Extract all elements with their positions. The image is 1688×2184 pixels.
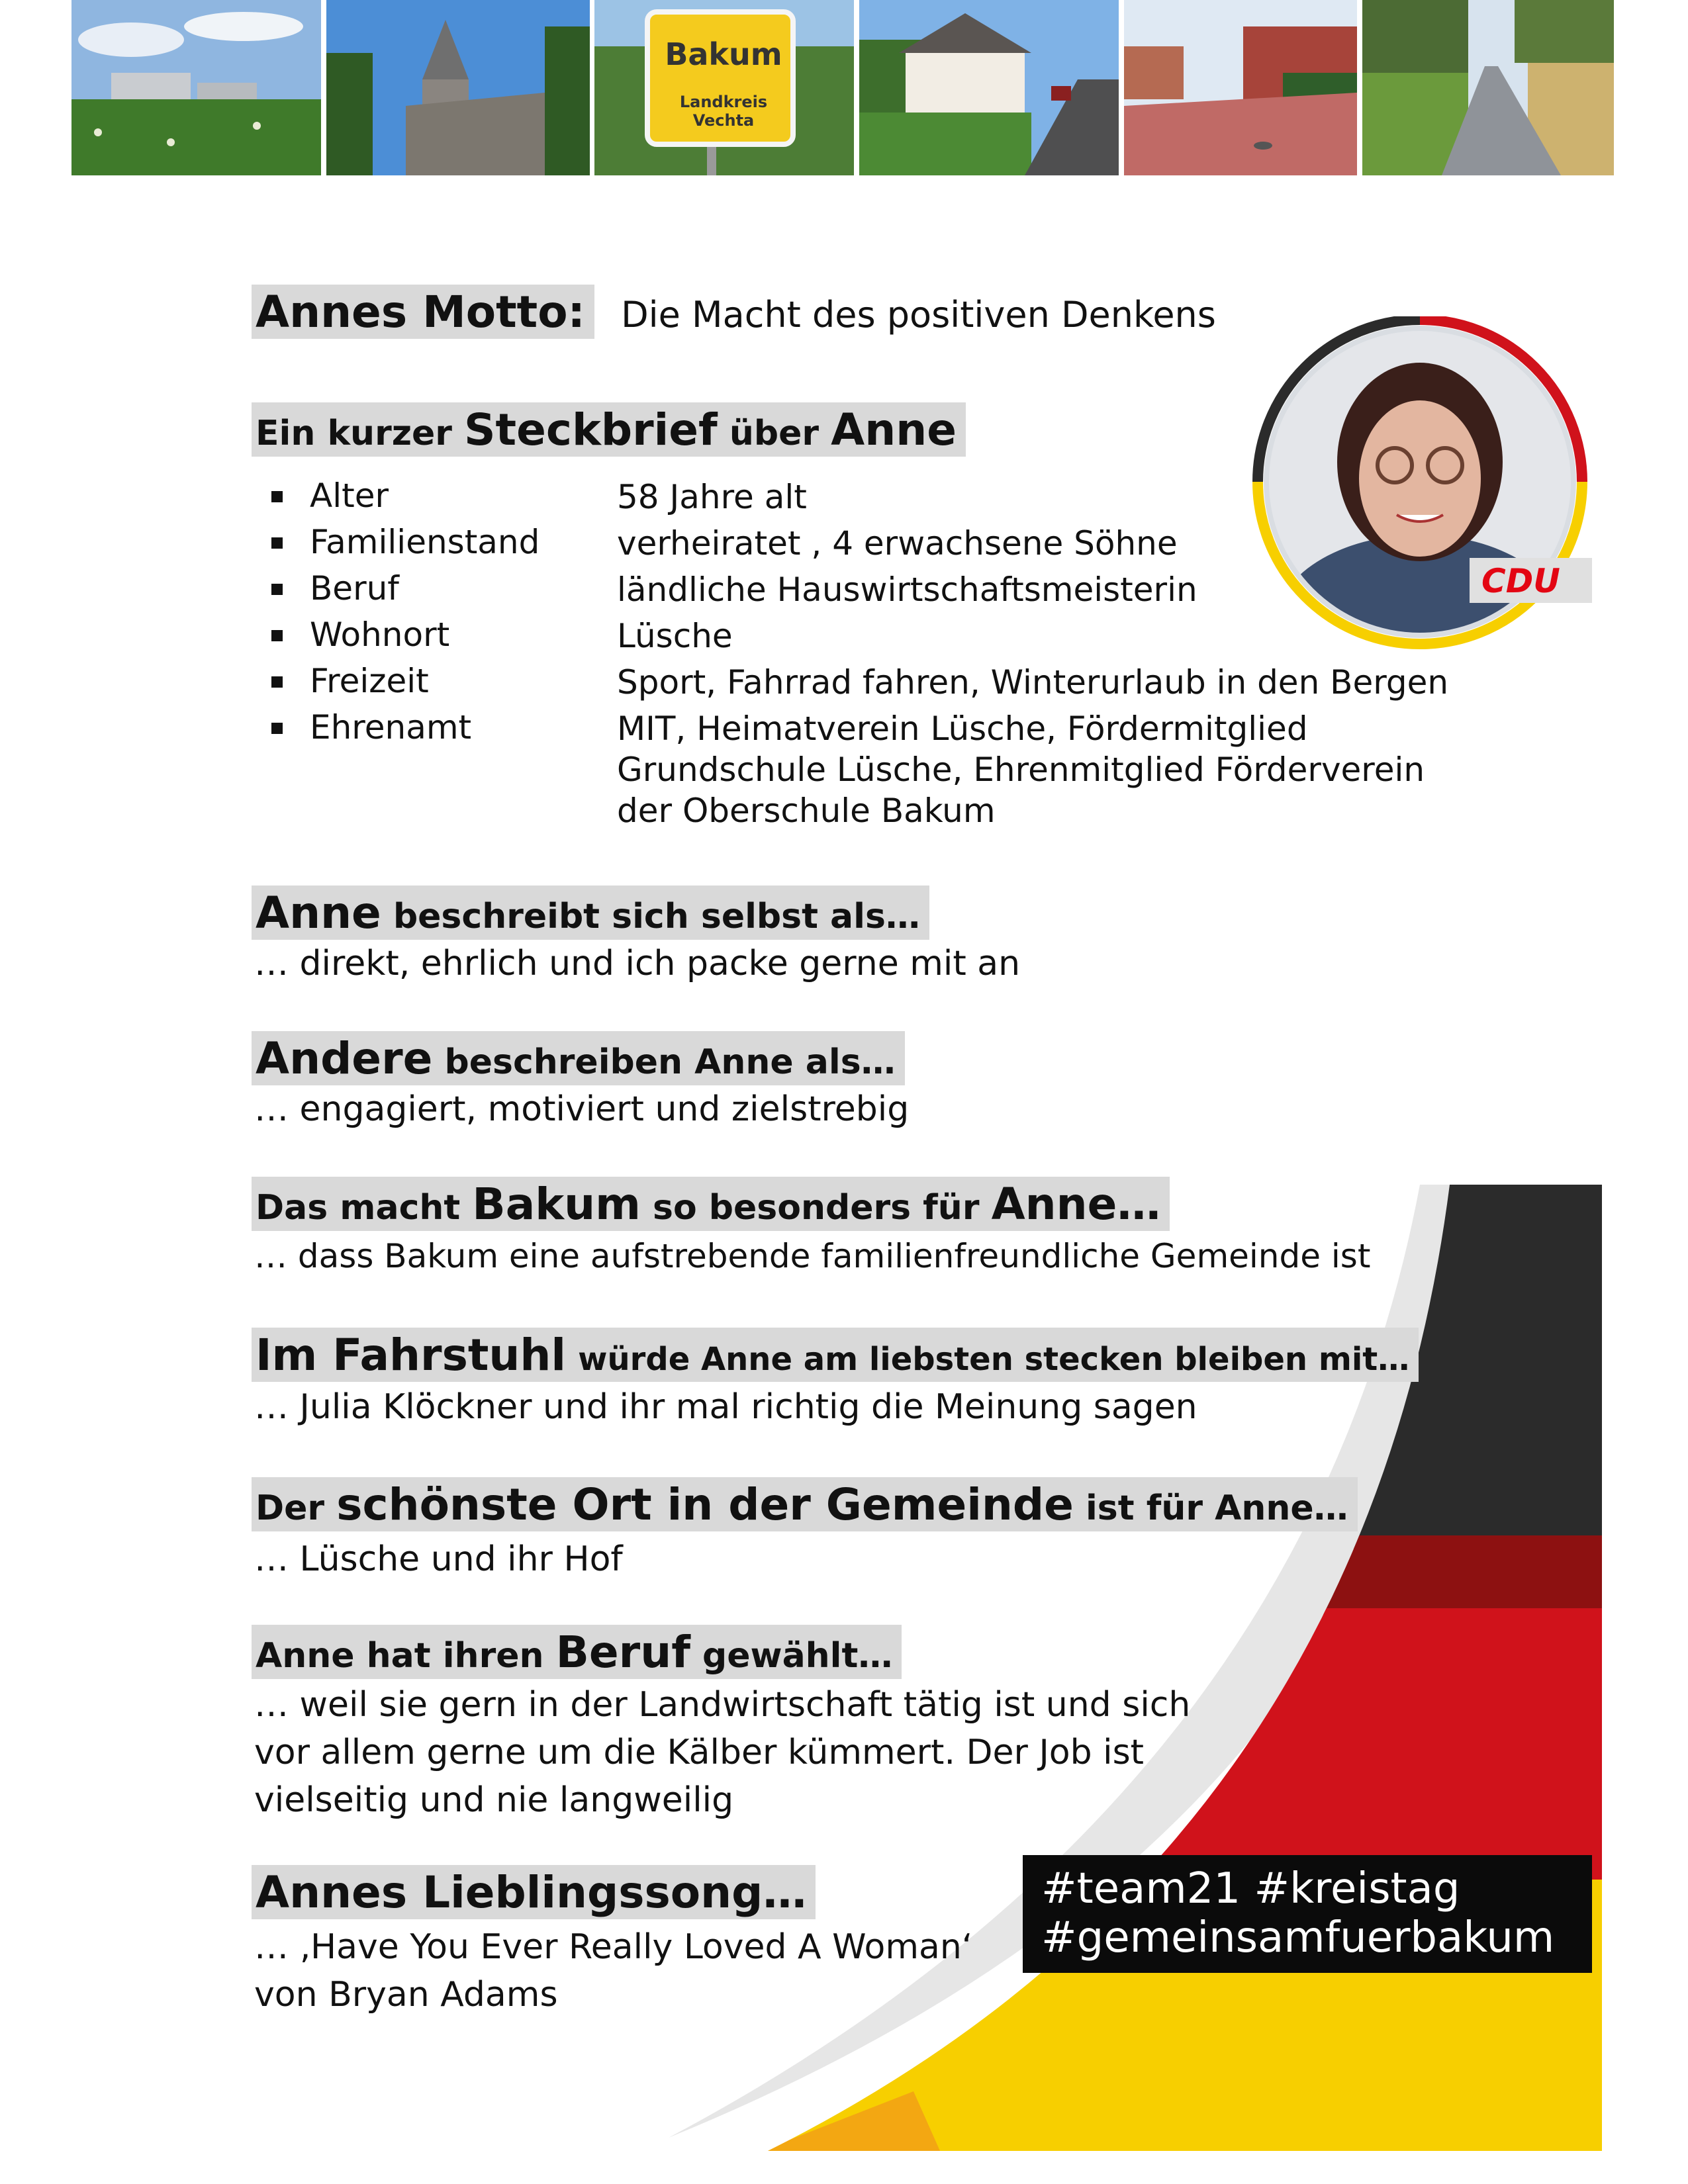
q5-heading: Der schönste Ort in der Gemeinde ist für Anne…: [252, 1477, 1358, 1531]
q7-answer: … ‚Have You Ever Really Loved A Woman‘ von Bryan Adams: [254, 1927, 973, 2015]
bullet-icon: [271, 584, 283, 595]
fact-value: MIT, Heimatverein Lüsche, Fördermitglied Grundschule Lüsche, Ehrenmitglied Förderverein der Oberschule Bakum: [617, 709, 1425, 830]
village-street-photo-icon: [1124, 0, 1357, 175]
fact-value: ländliche Hauswirtschaftsmeisterin: [617, 570, 1197, 609]
motto-label-motto: Motto:: [422, 287, 585, 338]
town-sign-subtitle: Landkreis Vechta: [679, 93, 768, 130]
q6-answer: … weil sie gern in der Landwirtschaft tätig ist und sich vor allem gerne um die Kälber kümmert. Der Job ist vielseitig und nie langweilig: [254, 1685, 1191, 1820]
town-sign-title: Bakum: [665, 36, 782, 72]
cdu-logo: [1470, 558, 1592, 603]
q2-answer: … engagiert, motiviert und zielstrebig: [254, 1089, 910, 1129]
hashtag-line-1: #team21 #kreistag: [1041, 1864, 1460, 1913]
country-road-photo-icon: [1362, 0, 1614, 175]
q6-heading: Anne hat ihren Beruf gewählt…: [252, 1625, 902, 1679]
q3-answer: … dass Bakum eine aufstrebende familienfreundliche Gemeinde ist: [254, 1237, 1371, 1275]
bullet-icon: [271, 537, 283, 549]
bullet-icon: [271, 676, 283, 688]
bullet-icon: [271, 630, 283, 641]
q7-heading: Annes Lieblingssong…: [252, 1865, 816, 1919]
fact-label: Familienstand: [310, 523, 540, 561]
town-sign-photo-icon: [594, 0, 854, 175]
fact-label: Ehrenamt: [310, 708, 472, 747]
fact-label: Wohnort: [310, 615, 450, 654]
fact-label: Freizeit: [310, 662, 429, 700]
cdu-logo-text: CDU: [1481, 562, 1560, 600]
hashtag-box: [1023, 1855, 1592, 1973]
portrait-avatar: [1248, 316, 1592, 660]
fact-value: Lüsche: [617, 617, 733, 655]
q1-heading: Anne beschreibt sich selbst als…: [252, 886, 929, 940]
motto-heading: [252, 285, 1216, 339]
fact-label: Alter: [310, 477, 389, 515]
q4-answer: … Julia Klöckner und ihr mal richtig die Meinung sagen: [254, 1387, 1197, 1427]
fact-value: Sport, Fahrrad fahren, Winterurlaub in den Bergen: [617, 663, 1449, 702]
swoosh-orange-tip: [761, 2091, 940, 2151]
q2-heading: Andere beschreiben Anne als…: [252, 1031, 905, 1085]
q3-heading: Das macht Bakum so besonders für Anne…: [252, 1177, 1170, 1231]
profile-heading: Ein kurzer Steckbrief über Anne: [252, 402, 966, 457]
church-photo-icon: [326, 0, 590, 175]
bullet-icon: [271, 491, 283, 502]
bullet-icon: [271, 723, 283, 734]
q1-answer: … direkt, ehrlich und ich packe gerne mit an: [254, 944, 1021, 983]
motto-text: Die Macht des positiven Denkens: [621, 294, 1216, 336]
photo-banner: [71, 0, 1614, 175]
fact-label: Beruf: [310, 569, 399, 608]
swoosh-darkred-band: [728, 1535, 1655, 1615]
fact-value: verheiratet , 4 erwachsene Söhne: [617, 524, 1178, 563]
motto-label-annes: Annes: [256, 287, 408, 338]
q4-heading: Im Fahrstuhl würde Anne am liebsten stecken bleiben mit…: [252, 1328, 1419, 1382]
field-photo-icon: [71, 0, 321, 175]
hashtag-line-2: #gemeinsamfuerbakum: [1041, 1913, 1555, 1962]
q5-answer: … Lüsche und ihr Hof: [254, 1539, 623, 1579]
farmhouse-photo-icon: [859, 0, 1119, 175]
fact-value: 58 Jahre alt: [617, 478, 807, 516]
